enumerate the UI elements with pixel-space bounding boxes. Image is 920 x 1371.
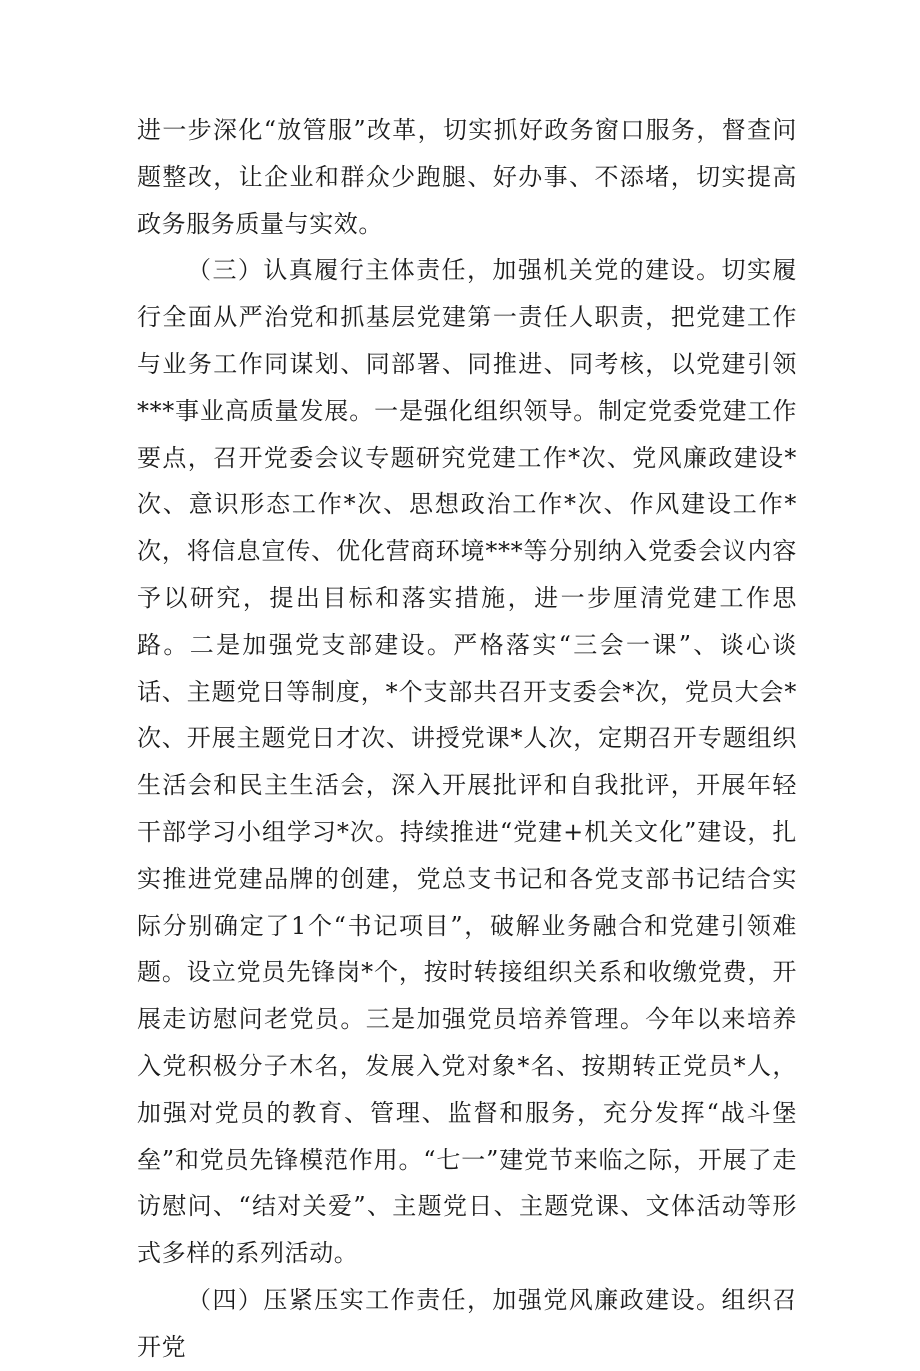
document-body xyxy=(137,107,797,1371)
paragraph-section-three: （三）认真履行主体责任，加强机关党的建设。切实履行全面从严治党和抓基层党建第一责任人职责，把党建工作与业务工作同谋划、同部署、同推进、同考核，以党建引领***事业高质量发展。一是强化组织领导。制定党委党建工作要点，召开党委会议专题研究党建工作*次、党风廉政建设*次、意识形态工作*次、思想政治工作*次、作风建设工作*次，将信息宣传、优化营商环境***等分别纳入党委会议内容予以研究，提出目标和落实措施，进一步厘清党建工作思路。二是加强党支部建设。严格落实“三会一课”、谈心谈话、主题党日等制度，*个支部共召开支委会*次，党员大会*次、开展主题党日才次、讲授党课*人次，定期召开专题组织生活会和民主生活会，深入开展批评和自我批评，开展年轻干部学习小组学习*次。持续推进“党建+机关文化”建设，扎实推进党建品牌的创建，党总支书记和各党支部书记结合实际分别确定了1个“书记项目”，破解业务融合和党建引领难题。设立党员先锋岗*个，按时转接组织关系和收缴党费，开展走访慰问老党员。三是加强党员培养管理。今年以来培养入党积极分子木名，发展入党对象*名、按期转正党员*人，加强对党员的教育、管理、监督和服务，充分发挥“战斗堡垒”和党员先锋模范作用。“七一”建党节来临之际，开展了走访慰问、“结对关爱”、主题党日、主题党课、文体活动等形式多样的系列活动。 xyxy=(137,256,797,1268)
paragraph-section-four: （四）压紧压实工作责任，加强党风廉政建设。组织召开党 xyxy=(137,1285,797,1361)
paragraph-continuation: 进一步深化“放管服”改革，切实抓好政务窗口服务，督查问题整改，让企业和群众少跑腿、好办事、不添堵，切实提高政务服务质量与实效。 xyxy=(137,116,797,238)
